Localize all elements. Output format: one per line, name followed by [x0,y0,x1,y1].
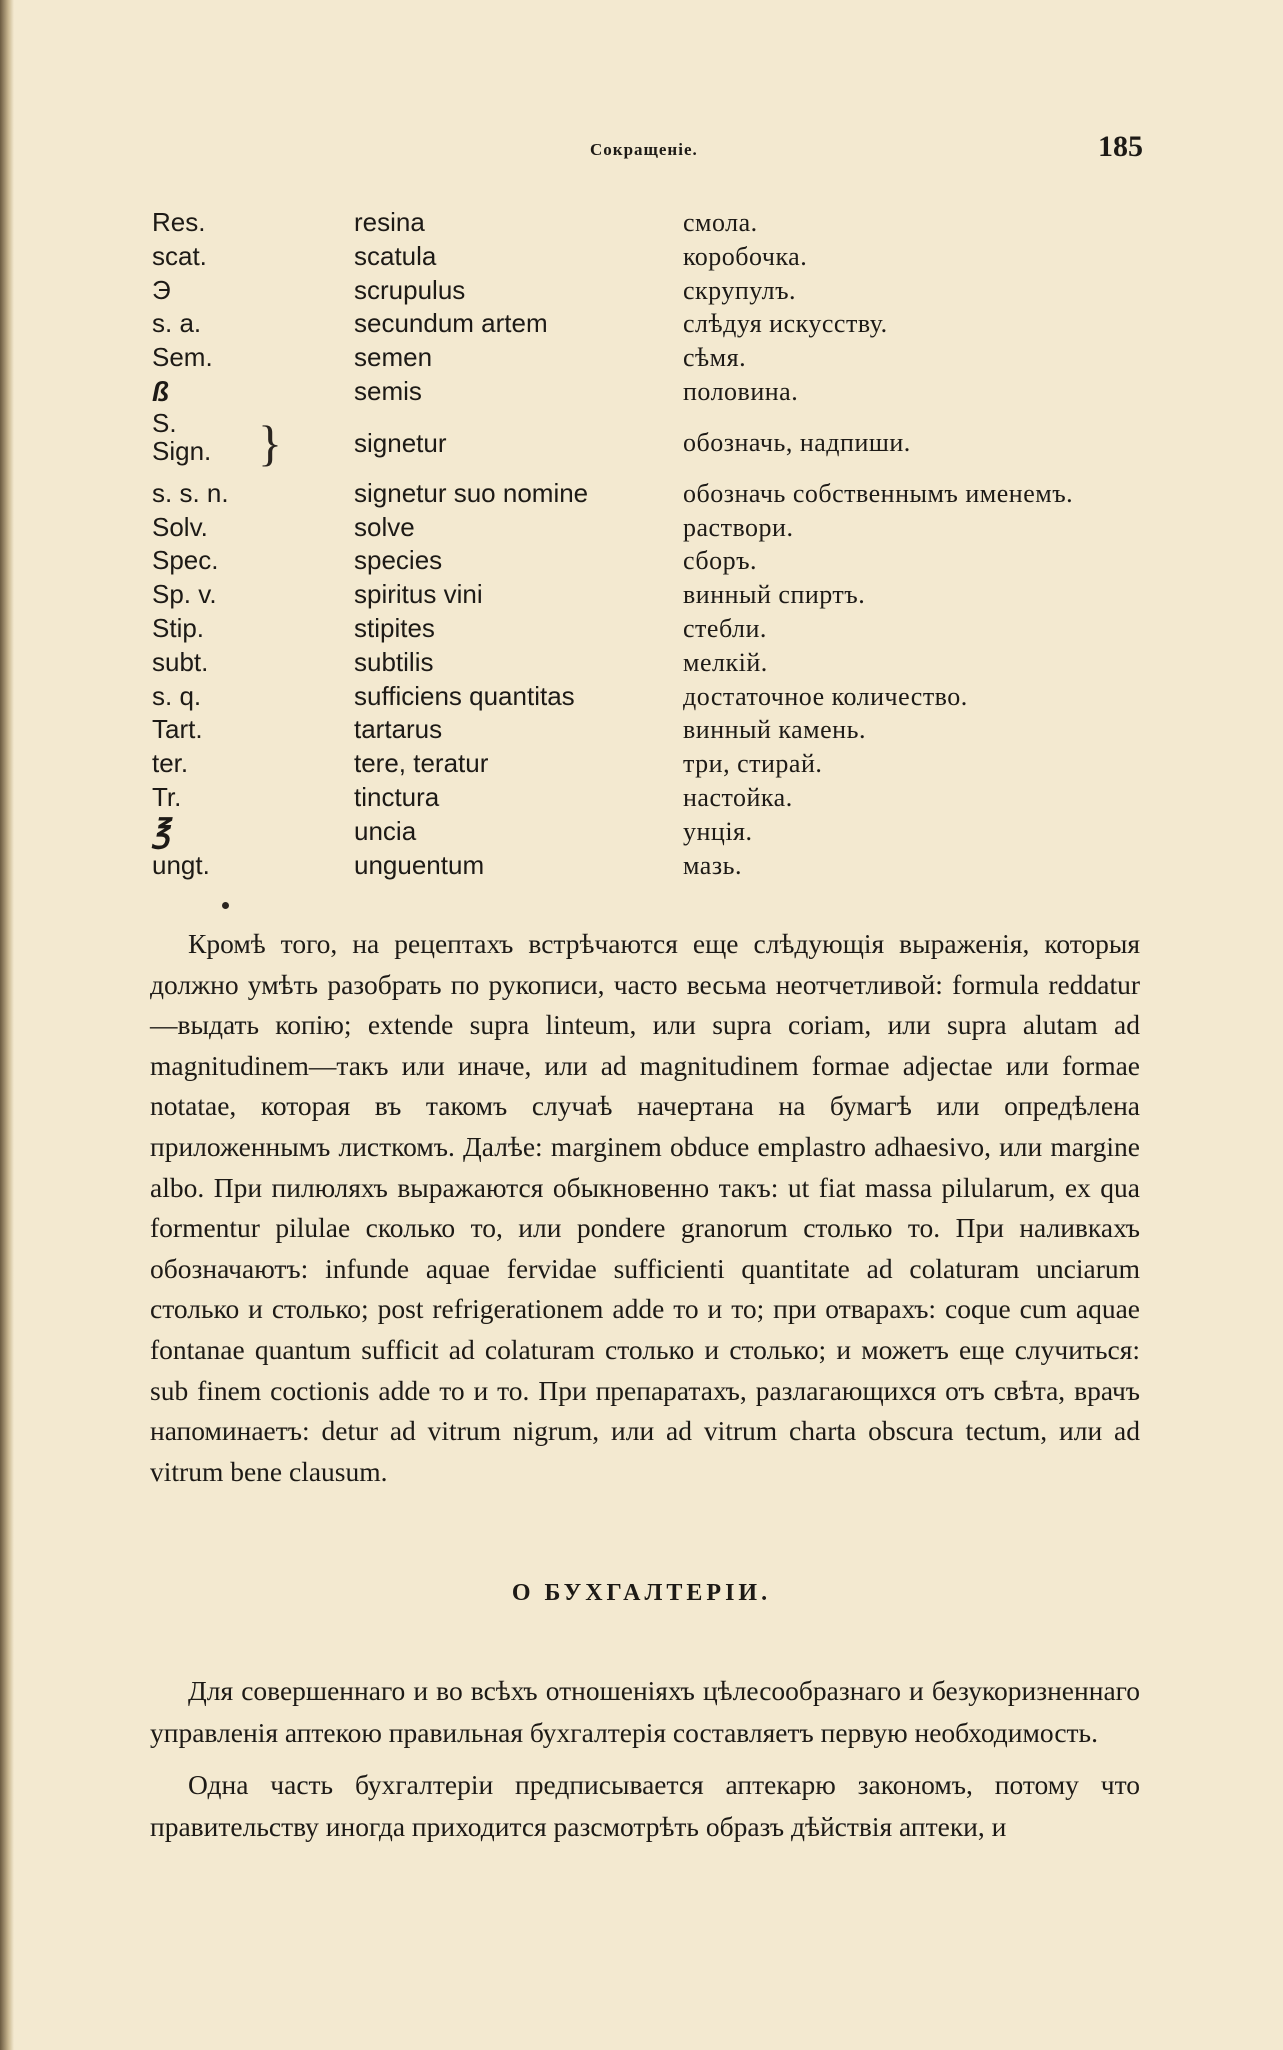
table-row [152,375,1152,409]
russian-translation: сборъ. [683,546,758,576]
latin-term: tartarus [354,714,443,745]
table-row [152,747,1152,781]
table-row [152,341,1152,375]
abbreviation: Tr. [152,781,182,812]
table-row [152,274,1152,308]
abbreviation-pair [152,409,322,465]
table-row [152,849,1152,883]
table-row [152,612,1152,646]
paragraph: Кромѣ того, на рецептахъ встрѣчаются еще слѣдующія выраженія, которыя должно умѣть разобрать по рукописи, часто весьма неотчетливой: formula reddatur—выдать копію; extende supra linteum, или supra coriam, или supra alutam ad magnitudinem—такъ или иначе, или ad magnitudinem formae adjectae или formae notatae, которая въ такомъ случаѣ начертана на бумагѣ или опредѣлена приложеннымъ листкомъ. Далѣе: marginem obduce emplastro adhaesivo, или margine albo. При пилюляхъ выражаются обыкновенно такъ: ut fiat massa pilularum, ex qua formentur pilulae сколько то, или pondere granorum столько то. При наливкахъ обозначаютъ: infunde aquae fervidae sufficienti quantitate ad colaturam unciarum столько и столько; post refrigerationem adde то и то; при отварахъ: coque cum aquae fontanae quantum sufficit ad colaturam столько и столько; и можетъ еще случиться: sub finem coctionis adde то и то. При препаратахъ, разлагающихся отъ свѣта, врачъ напоминаетъ: detur ad vitrum nigrum, или ad vitrum charta obscura tectum, или ad vitrum bene clausum. [150,928,1140,1487]
russian-translation: унція. [683,816,753,846]
russian-translation: стебли. [683,613,767,643]
abbreviation: Res. [152,207,206,237]
latin-term: signetur suo nomine [354,477,589,508]
latin-term: scatula [354,240,437,271]
section-heading: О БУХГАЛТЕРІИ. [511,1580,772,1606]
abbreviation: Sp. v. [152,579,217,610]
russian-translation: мелкій. [683,647,768,677]
abbreviation: subt. [152,646,209,677]
page-spine-shadow [0,0,14,2050]
russian-translation: три, стирай. [683,749,823,779]
abbreviation: Tart. [152,714,203,745]
table-row [152,713,1152,747]
table-row [152,812,1152,849]
scruple-symbol: Э [152,274,171,305]
abbreviation: ungt. [152,849,210,880]
abbreviation-table [152,206,1152,882]
russian-translation: коробочка. [683,241,808,271]
latin-term: sufficiens quantitas [354,680,575,711]
table-row [152,781,1152,815]
abbreviation: Spec. [152,545,219,576]
latin-term: spiritus vini [354,579,483,610]
latin-term: tere, teratur [354,748,489,779]
russian-translation: достаточное количество. [683,681,968,711]
table-row [152,477,1152,511]
russian-translation: мазь. [683,850,742,880]
russian-translation: обозначь, надпиши. [683,427,911,457]
russian-translation: сѣмя. [683,343,747,373]
expressions-paragraph [150,924,1140,1492]
russian-translation: половина. [683,376,799,406]
paragraph: Для совершеннаго и во всѣхъ отношеніяхъ цѣлесообразнаго и безукоризненнаго управленія аптекою правильная бухгалтерія составляетъ первую необходимость. [150,1675,1140,1748]
latin-term: signetur [354,427,447,458]
brace-icon: } [258,414,282,471]
running-title: Сокращеніе. [590,140,698,159]
russian-translation: слѣдуя искусству. [683,309,888,339]
table-row [152,680,1152,714]
latin-term: secundum artem [354,308,548,339]
russian-translation: скрупулъ. [683,275,797,305]
abbreviation: s. a. [152,308,202,339]
latin-term: subtilis [354,646,434,677]
paragraph: Одна часть бухгалтеріи предписывается аптекарю закономъ, потому что правительству иногда приходится разсмотрѣть образъ дѣйствія аптеки, и [150,1769,1140,1842]
semis-symbol: ß [152,375,170,407]
latin-term: resina [354,207,425,237]
latin-term: tinctura [354,781,440,812]
abbreviation: Sem. [152,342,213,373]
latin-term: semis [354,375,422,406]
russian-translation: винный спиртъ. [683,580,866,610]
latin-term: species [354,545,443,576]
abbreviation: s. q. [152,680,202,711]
page-header [0,130,1283,170]
table-row [152,578,1152,612]
ink-speck [222,902,229,909]
latin-term: solve [354,511,415,542]
abbreviation: Stip. [152,612,205,643]
table-row [152,409,1152,477]
latin-term: unguentum [354,849,485,880]
abbreviation: Sign. [152,435,212,466]
latin-term: scrupulus [354,274,466,305]
page-number: 185 [1098,130,1143,163]
bookkeeping-section [150,1670,1140,1858]
latin-term: semen [354,342,433,373]
latin-term: uncia [354,815,417,846]
abbreviation: scat. [152,240,207,271]
russian-translation: настойка. [683,782,793,812]
russian-translation: обозначь собственнымъ именемъ. [683,478,1074,508]
russian-translation: винный камень. [683,715,866,745]
russian-translation: раствори. [683,512,794,542]
table-row [152,307,1152,341]
table-row [152,511,1152,545]
abbreviation: Solv. [152,511,208,542]
table-row [152,240,1152,274]
latin-term: stipites [354,612,435,643]
ounce-symbol: ℥ [152,812,172,849]
abbreviation: s. s. n. [152,477,229,508]
abbreviation: S. [152,407,177,438]
abbreviation: ter. [152,748,189,779]
table-row [152,544,1152,578]
russian-translation: смола. [683,208,758,237]
table-row [152,206,1152,240]
table-row [152,646,1152,680]
